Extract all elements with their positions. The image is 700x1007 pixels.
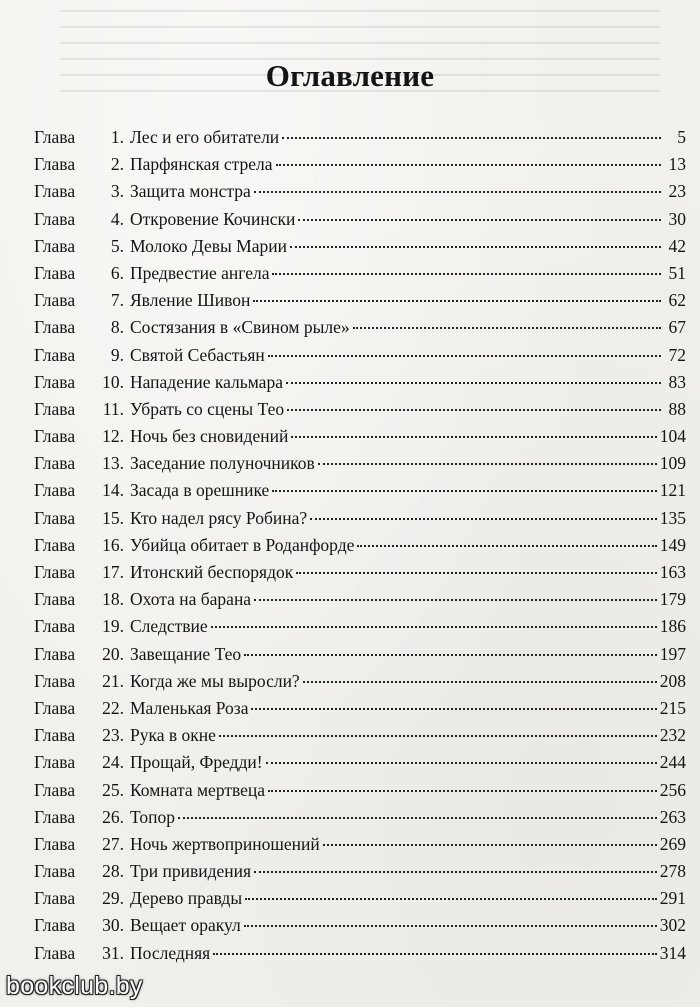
chapter-label: Глава <box>34 752 76 773</box>
chapter-number: 30. <box>102 915 124 936</box>
dot-leader <box>254 865 657 873</box>
chapter-number: 18. <box>102 589 124 610</box>
dot-leader <box>318 457 657 465</box>
chapter-label: Глава <box>34 154 76 175</box>
dot-leader <box>254 185 661 193</box>
chapter-title: Защита монстра <box>130 181 251 202</box>
toc-row <box>34 151 686 178</box>
toc-row <box>34 342 686 369</box>
toc-row <box>34 831 686 858</box>
toc-row <box>34 369 686 396</box>
chapter-title: Прощай, Фредди! <box>130 752 263 773</box>
dot-leader <box>178 811 657 819</box>
chapter-label: Глава <box>34 942 76 963</box>
toc-row <box>34 559 686 586</box>
toc-row <box>34 532 686 559</box>
chapter-title: Состязания в «Свином рыле» <box>130 317 350 338</box>
chapter-page-number: 13 <box>668 154 686 175</box>
chapter-number: 21. <box>102 670 124 691</box>
toc-row <box>34 586 686 613</box>
toc-row <box>34 804 686 831</box>
chapter-title: Итонский беспорядок <box>130 562 294 582</box>
chapter-label: Глава <box>34 697 76 718</box>
chapter-page-number: 278 <box>659 861 686 882</box>
chapter-number: 22. <box>102 697 124 718</box>
chapter-page-number: 215 <box>659 697 686 718</box>
dot-leader <box>253 294 661 302</box>
chapter-number: 13. <box>102 453 124 474</box>
dot-leader <box>353 321 661 329</box>
chapter-label: Глава <box>34 453 76 474</box>
toc-row <box>34 777 686 804</box>
chapter-number: 5. <box>110 235 124 256</box>
chapter-title: Ночь без сновидений <box>130 426 289 447</box>
chapter-number: 24. <box>102 752 124 773</box>
chapter-title: Заседание полуночников <box>130 453 315 474</box>
dot-leader <box>357 539 656 547</box>
chapter-label: Глава <box>34 616 76 637</box>
chapter-page-number: 51 <box>668 262 686 283</box>
chapter-number: 31. <box>102 942 124 963</box>
chapter-label: Глава <box>34 317 76 338</box>
dot-leader <box>298 213 661 221</box>
chapter-label: Глава <box>34 262 76 283</box>
chapter-page-number: 186 <box>659 616 686 637</box>
chapter-title: Маленькая Роза <box>130 697 249 718</box>
chapter-title: Когда же мы выросли? <box>130 670 300 691</box>
chapter-number: 17. <box>102 562 124 582</box>
chapter-title: Убийца обитает в Роданфорде <box>130 534 355 555</box>
chapter-label: Глава <box>34 290 76 311</box>
chapter-title: Лес и его обитатели <box>130 127 280 147</box>
chapter-number: 23. <box>102 725 124 746</box>
chapter-number: 29. <box>102 888 124 909</box>
chapter-label: Глава <box>34 127 76 147</box>
chapter-title: Нападение кальмара <box>130 371 283 392</box>
chapter-page-number: 244 <box>659 752 686 773</box>
dot-leader <box>282 131 661 139</box>
toc-row <box>34 450 686 477</box>
dot-leader <box>266 756 657 764</box>
chapter-page-number: 163 <box>659 562 686 582</box>
chapter-number: 9. <box>110 344 124 365</box>
chapter-title: Топор <box>130 806 175 827</box>
dot-leader <box>245 892 657 900</box>
chapter-title: Засада в орешнике <box>130 480 270 501</box>
dot-leader <box>219 729 657 737</box>
watermark: bookclub.by <box>6 972 143 1000</box>
chapter-label: Глава <box>34 235 76 256</box>
chapter-page-number: 314 <box>659 942 686 963</box>
chapter-number: 8. <box>110 317 124 338</box>
toc-row <box>34 613 686 640</box>
chapter-page-number: 83 <box>668 371 686 392</box>
chapter-page-number: 232 <box>659 725 686 746</box>
toc-row <box>34 641 686 668</box>
chapter-page-number: 208 <box>659 670 686 691</box>
chapter-title: Завещание Тео <box>130 643 242 664</box>
dot-leader <box>268 349 661 357</box>
dot-leader <box>290 240 661 248</box>
chapter-page-number: 291 <box>659 888 686 909</box>
chapter-label: Глава <box>34 208 76 229</box>
chapter-title: Дерево правды <box>130 888 243 909</box>
dot-leader <box>287 403 661 411</box>
toc-row <box>34 124 686 151</box>
chapter-label: Глава <box>34 888 76 909</box>
chapter-label: Глава <box>34 779 76 800</box>
chapter-page-number: 256 <box>659 779 686 800</box>
toc-row <box>34 233 686 260</box>
toc-row <box>34 178 686 205</box>
chapter-number: 28. <box>102 861 124 882</box>
chapter-title: Следствие <box>130 616 208 637</box>
chapter-page-number: 67 <box>668 317 686 338</box>
chapter-label: Глава <box>34 670 76 691</box>
chapter-page-number: 121 <box>659 480 686 501</box>
chapter-title: Парфянская стрела <box>130 154 273 175</box>
chapter-page-number: 30 <box>668 208 686 229</box>
chapter-number: 15. <box>102 507 124 528</box>
chapter-title: Вещает оракул <box>130 915 241 936</box>
chapter-title: Последняя <box>130 942 211 963</box>
chapter-number: 1. <box>110 127 124 147</box>
chapter-number: 16. <box>102 534 124 555</box>
dot-leader <box>276 158 661 166</box>
toc-row <box>34 668 686 695</box>
chapter-label: Глава <box>34 398 76 419</box>
chapter-number: 11. <box>102 398 124 419</box>
dot-leader <box>251 702 656 710</box>
chapter-page-number: 302 <box>659 915 686 936</box>
dot-leader <box>244 919 657 927</box>
dot-leader <box>272 267 661 275</box>
chapter-page-number: 88 <box>668 398 686 419</box>
toc-row <box>34 912 686 939</box>
toc-row <box>34 477 686 504</box>
chapter-number: 4. <box>110 208 124 229</box>
chapter-number: 3. <box>110 181 124 202</box>
chapter-label: Глава <box>34 181 76 202</box>
dot-leader <box>268 784 657 792</box>
dot-leader <box>303 675 657 683</box>
chapter-page-number: 263 <box>659 806 686 827</box>
chapter-title: Убрать со сцены Тео <box>130 398 285 419</box>
chapter-page-number: 5 <box>677 127 686 147</box>
chapter-number: 6. <box>110 262 124 283</box>
chapter-title: Святой Себастьян <box>130 344 265 365</box>
toc-row <box>34 505 686 532</box>
chapter-number: 19. <box>102 616 124 637</box>
toc-row <box>34 695 686 722</box>
chapter-label: Глава <box>34 643 76 664</box>
chapter-title: Кто надел рясу Робина? <box>130 507 308 528</box>
dot-leader <box>211 620 657 628</box>
dot-leader <box>296 566 656 574</box>
page-title: Оглавление <box>265 58 435 93</box>
chapter-label: Глава <box>34 426 76 447</box>
toc-row <box>34 260 686 287</box>
dot-leader <box>213 947 657 955</box>
chapter-number: 20. <box>102 643 124 664</box>
chapter-title: Три привидения <box>130 861 252 882</box>
chapter-label: Глава <box>34 534 76 555</box>
dot-leader <box>254 593 657 601</box>
chapter-title: Откровение Кочински <box>130 208 296 229</box>
chapter-label: Глава <box>34 589 76 610</box>
toc-row <box>34 287 686 314</box>
dot-leader <box>291 430 656 438</box>
chapter-number: 10. <box>102 371 124 392</box>
chapter-page-number: 179 <box>659 589 686 610</box>
toc-row <box>34 206 686 233</box>
chapter-number: 27. <box>102 833 124 854</box>
chapter-page-number: 269 <box>659 833 686 854</box>
chapter-number: 12. <box>102 426 124 447</box>
dot-leader <box>244 648 657 656</box>
chapter-number: 2. <box>110 154 124 175</box>
table-of-contents <box>34 124 686 967</box>
toc-row <box>34 885 686 912</box>
chapter-label: Глава <box>34 344 76 365</box>
dot-leader <box>310 512 657 520</box>
toc-row <box>34 858 686 885</box>
chapter-page-number: 104 <box>659 426 686 447</box>
chapter-page-number: 42 <box>668 235 686 256</box>
dot-leader <box>272 484 656 492</box>
toc-row <box>34 396 686 423</box>
chapter-label: Глава <box>34 507 76 528</box>
chapter-page-number: 23 <box>668 181 686 202</box>
chapter-label: Глава <box>34 725 76 746</box>
chapter-number: 14. <box>102 480 124 501</box>
chapter-title: Охота на барана <box>130 589 252 610</box>
chapter-label: Глава <box>34 915 76 936</box>
chapter-page-number: 197 <box>659 643 686 664</box>
chapter-label: Глава <box>34 562 76 582</box>
chapter-title: Предвестие ангела <box>130 262 270 283</box>
chapter-title: Ночь жертвоприношений <box>130 833 320 854</box>
chapter-page-number: 109 <box>659 453 686 474</box>
toc-row <box>34 722 686 749</box>
toc-row <box>34 940 686 967</box>
chapter-number: 25. <box>102 779 124 800</box>
chapter-page-number: 62 <box>668 290 686 311</box>
chapter-page-number: 149 <box>659 534 686 555</box>
chapter-label: Глава <box>34 371 76 392</box>
dot-leader <box>323 838 657 846</box>
chapter-label: Глава <box>34 806 76 827</box>
dot-leader <box>286 376 661 384</box>
chapter-number: 7. <box>110 290 124 311</box>
chapter-title: Комната мертвеца <box>130 779 266 800</box>
toc-row <box>34 423 686 450</box>
toc-row <box>34 314 686 341</box>
chapter-title: Рука в окне <box>130 725 216 746</box>
chapter-title: Явление Шивон <box>130 290 251 311</box>
chapter-page-number: 135 <box>659 507 686 528</box>
toc-row <box>34 749 686 776</box>
chapter-title: Молоко Девы Марии <box>130 235 287 256</box>
chapter-page-number: 72 <box>668 344 686 365</box>
chapter-label: Глава <box>34 833 76 854</box>
chapter-label: Глава <box>34 480 76 501</box>
chapter-number: 26. <box>102 806 124 827</box>
chapter-label: Глава <box>34 861 76 882</box>
